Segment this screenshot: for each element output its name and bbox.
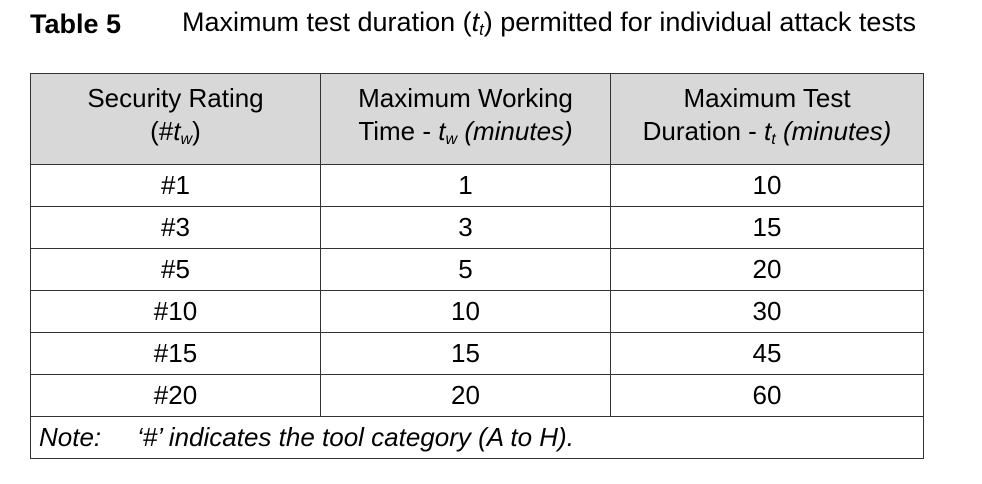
table-row — [31, 375, 924, 417]
header-max-working-time: Maximum Working Time - $t_w$ (minutes) — [321, 74, 611, 165]
table-cell-working-time: 15 — [321, 333, 611, 375]
table-number: Table 5 — [30, 8, 122, 39]
table-cell-test-duration: 30 — [611, 291, 924, 333]
table-cell-test-duration: 45 — [611, 333, 924, 375]
table-cell-working-time: 3 — [321, 207, 611, 249]
note-text: ‘#’ indicates the tool category (A to H). — [137, 422, 574, 452]
table-cell-rating: #20 — [31, 375, 321, 417]
table-row — [31, 207, 924, 249]
note-row — [31, 417, 924, 459]
table-cell-rating: #10 — [31, 291, 321, 333]
table-cell-rating: #15 — [31, 333, 321, 375]
table-cell-rating: #1 — [31, 165, 321, 207]
header-max-test-duration: Maximum Test Duration - $t_t$ (minutes) — [611, 74, 924, 165]
table-cell-working-time: 5 — [321, 249, 611, 291]
table-title: Maximum test duration $(t_t)$ permitted for individual attack tests — [182, 7, 916, 40]
table-row — [31, 333, 924, 375]
table-row — [31, 291, 924, 333]
note-label: Note: — [39, 422, 102, 452]
table-cell-rating: #3 — [31, 207, 321, 249]
table-caption — [30, 6, 916, 42]
table-cell-test-duration: 60 — [611, 375, 924, 417]
table-cell-rating: #5 — [31, 249, 321, 291]
table-cell-working-time: 20 — [321, 375, 611, 417]
table-cell-working-time: 10 — [321, 291, 611, 333]
table-cell-working-time: 1 — [321, 165, 611, 207]
table-cell-test-duration: 20 — [611, 249, 924, 291]
table-row — [31, 165, 924, 207]
table-cell-test-duration: 10 — [611, 165, 924, 207]
test-duration-table — [30, 73, 924, 459]
header-security-rating: Security Rating $(\#t_w)$ — [31, 74, 321, 165]
header-row — [31, 74, 924, 165]
table-cell-test-duration: 15 — [611, 207, 924, 249]
table-note — [31, 417, 924, 459]
table-row — [31, 249, 924, 291]
